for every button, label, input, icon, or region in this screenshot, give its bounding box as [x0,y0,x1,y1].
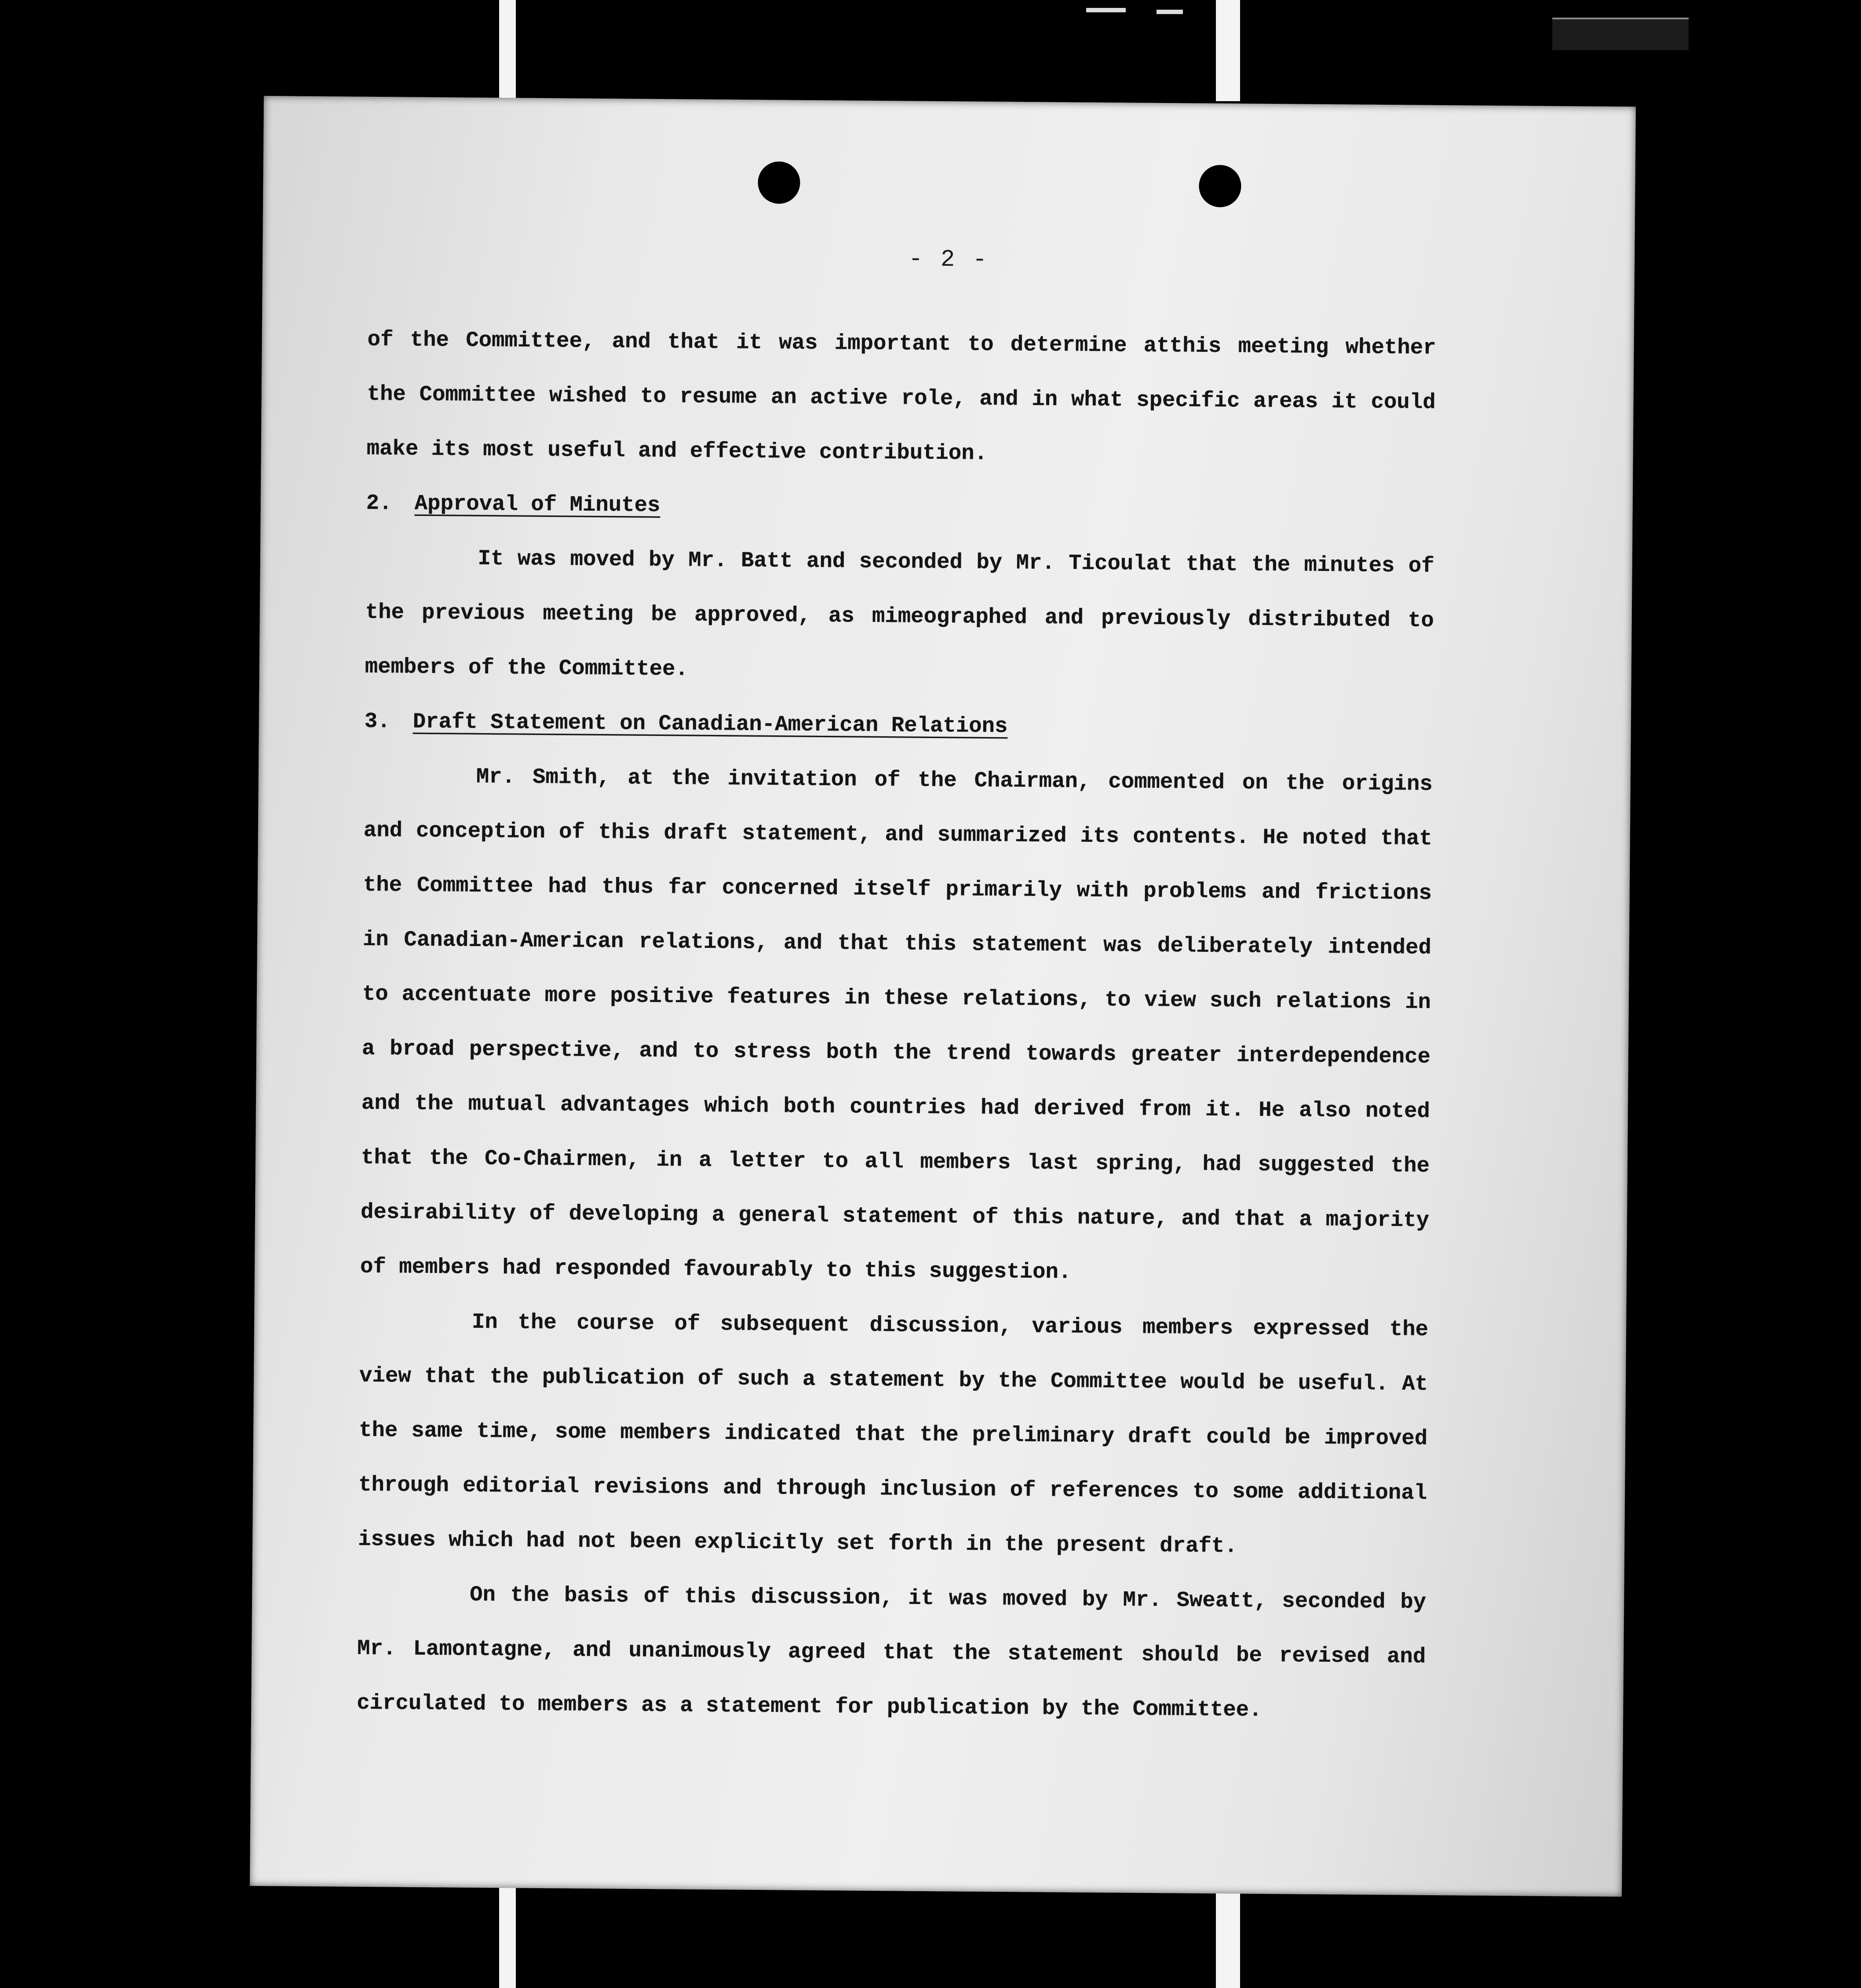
section-number: 2. [366,490,392,516]
film-edge-bar [499,1878,516,1988]
film-frame-mark [1552,18,1689,50]
film-edge-bar [1216,0,1240,101]
punch-hole [758,161,800,204]
film-speck [1086,8,1126,12]
section-title: Approval of Minutes [414,491,660,518]
section-paragraph: In the course of subsequent discussion, various members expressed the view that the publication of such a statement by the Committee would be useful. At the same time, some members indicated that the preliminary draft could be improved through editorial revisions and through inclusion of references to some additional issues which had not been explicitly set forth in the present draft. [358,1309,1429,1559]
film-speck [1157,10,1183,14]
film-edge-bar [499,0,516,99]
section-heading [364,694,1433,757]
section-paragraph: It was moved by Mr. Batt and seconded by Mr. Ticoulat that the minutes of the previous meeting be approved, as mimeographed and previously distributed to members of the Committee. [365,546,1434,682]
punch-hole [1199,165,1241,208]
section-paragraph: On the basis of this discussion, it was moved by Mr. Sweatt, seconded by Mr. Lamontagne, and unanimously agreed that the statement should be revised and circulated to members as a statement for publication by the Committee. [357,1582,1427,1722]
section-title: Draft Statement on Canadian-American Relations [412,709,1008,739]
page-number: - 2 - [908,246,989,274]
document-page [250,96,1636,1897]
section-paragraph: Mr. Smith, at the invitation of the Chairman, commented on the origins and conception of this draft statement, and summarized its contents. He noted that the Committee had thus far concerned itself primarily with problems and frictions in Canadian-American relations, and that this statement was deliberately intended to accentuate more positive features in these relations, to view such relations in a broad perspective, and to stress both the trend towards greater interdependence and the mutual advantages which both countries had derived from it. He also noted that the Co-Chairmen, in a letter to all members last spring, had suggested the desirability of developing a general statement of this nature, and that a majority of members had responded favourably to this suggestion. [360,764,1433,1285]
continuation-paragraph: of the Committee, and that it was important to determine atthis meeting whether the Committee wished to resume an active role, and in what specific areas it could make its most useful and effective contribution. [366,327,1436,466]
document-body [357,312,1436,1739]
section-number: 3. [364,709,390,734]
section-heading [366,476,1435,539]
film-edge-bar [1216,1878,1240,1988]
